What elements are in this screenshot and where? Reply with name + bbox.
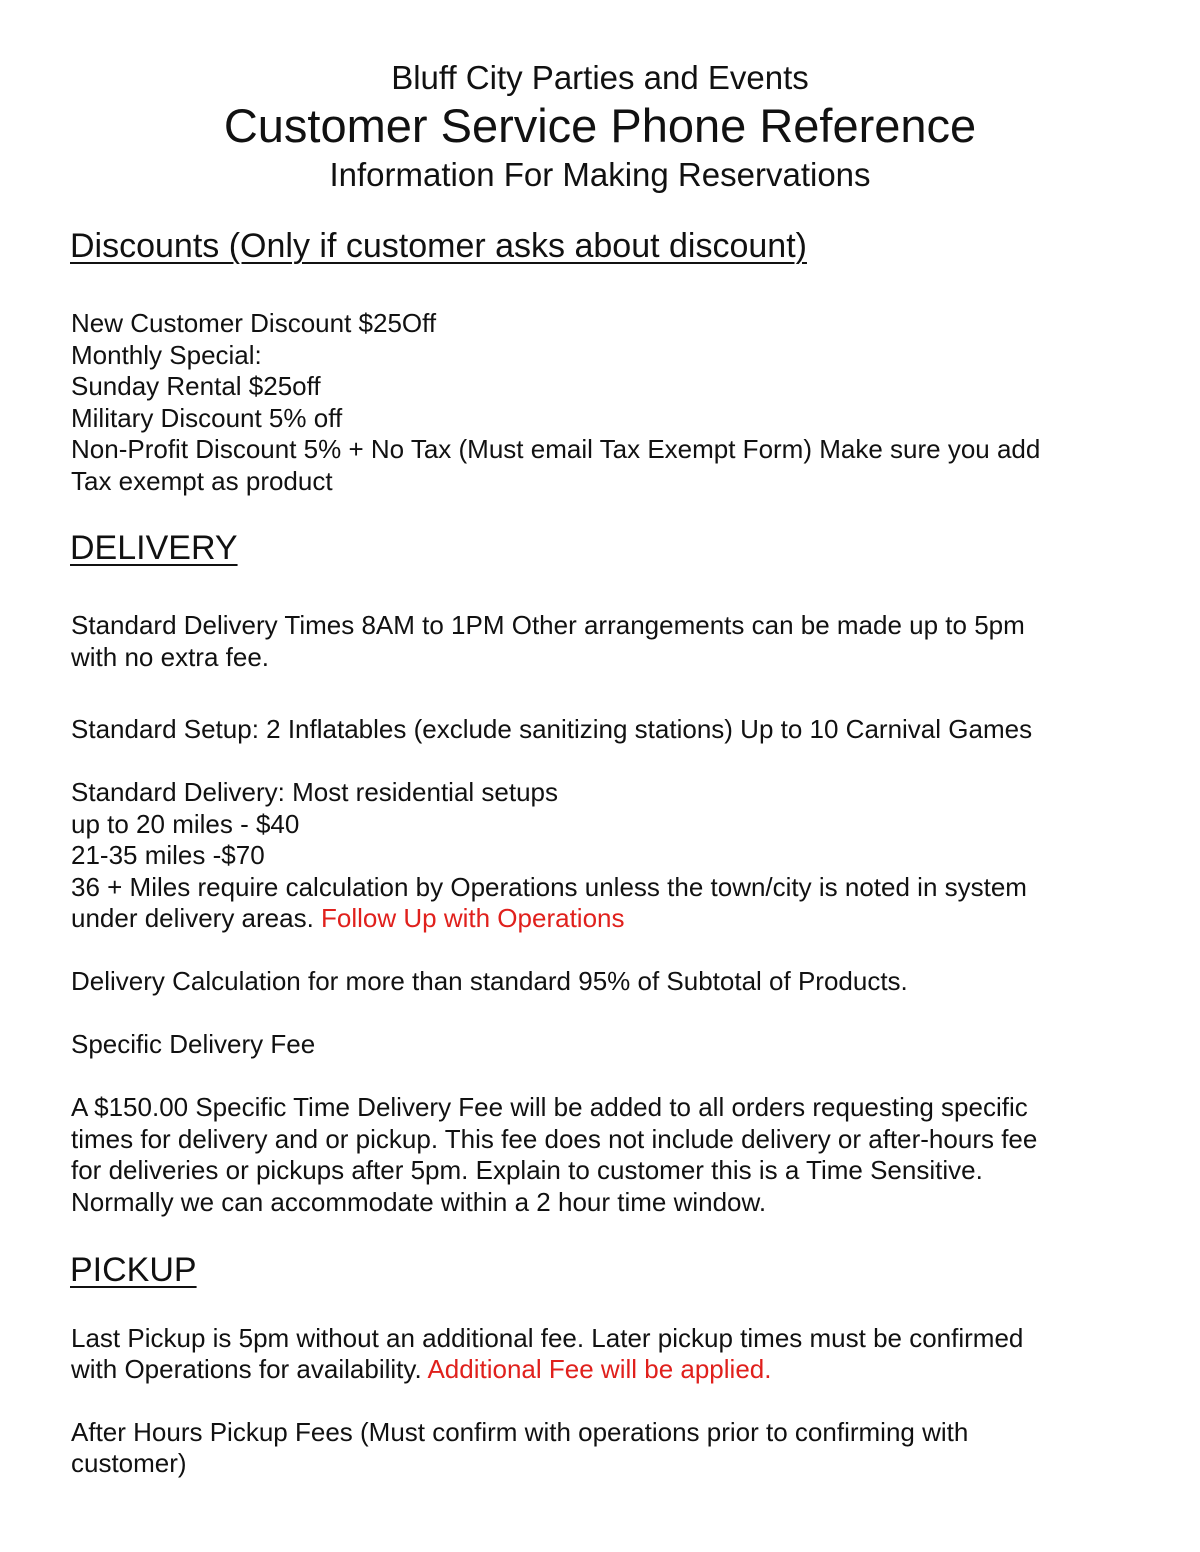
standard-delivery-line: up to 20 miles - $40 [71,809,300,839]
standard-delivery-line: 21-35 miles -$70 [71,840,265,870]
delivery-times-line: with no extra fee. [71,642,269,672]
discounts-heading: Discounts (Only if customer asks about discount) [70,227,807,265]
delivery-calculation: Delivery Calculation for more than standard 95% of Subtotal of Products. [71,966,908,996]
delivery-times-line: Standard Delivery Times 8AM to 1PM Other arrangements can be made up to 5pm [71,610,1025,640]
follow-up-note: Follow Up with Operations [321,903,625,933]
discount-item: Military Discount 5% off [71,403,343,433]
delivery-heading: DELIVERY [70,529,238,567]
specific-fee-line: Normally we can accommodate within a 2 hour time window. [71,1187,767,1217]
last-pickup-text: with Operations for availability. [71,1354,428,1384]
last-pickup-line [71,1353,771,1385]
page-subtitle: Information For Making Reservations [329,156,871,193]
discount-item: Monthly Special: [71,340,262,370]
specific-fee-line: A $150.00 Specific Time Delivery Fee will be added to all orders requesting specific [71,1092,1028,1122]
after-hours-line: customer) [71,1448,187,1478]
discount-item: Non-Profit Discount 5% + No Tax (Must email Tax Exempt Form) Make sure you add [71,434,1041,464]
after-hours-line: After Hours Pickup Fees (Must confirm with operations prior to confirming with [71,1417,969,1447]
standard-delivery-line: 36 + Miles require calculation by Operations unless the town/city is noted in system [71,872,1027,902]
discount-item: Sunday Rental $25off [71,371,321,401]
standard-setup: Standard Setup: 2 Inflatables (exclude sanitizing stations) Up to 10 Carnival Games [71,714,1033,744]
specific-fee-line: for deliveries or pickups after 5pm. Explain to customer this is a Time Sensitive. [71,1155,983,1185]
company-name: Bluff City Parties and Events [391,59,809,96]
discount-item: New Customer Discount $25Off [71,308,437,338]
pickup-heading: PICKUP [70,1251,197,1289]
standard-delivery-line [71,902,625,934]
standard-delivery-text: under delivery areas. [71,903,322,933]
specific-delivery-heading: Specific Delivery Fee [71,1029,316,1059]
standard-delivery-line: Standard Delivery: Most residential setups [71,777,559,807]
specific-fee-line: times for delivery and or pickup. This fee does not include delivery or after-hours fee [71,1124,1038,1154]
last-pickup-line: Last Pickup is 5pm without an additional fee. Later pickup times must be confirmed [71,1323,1024,1353]
discount-item: Tax exempt as product [71,466,333,496]
page-title: Customer Service Phone Reference [223,99,977,152]
additional-fee-note: Additional Fee will be applied. [427,1354,772,1384]
